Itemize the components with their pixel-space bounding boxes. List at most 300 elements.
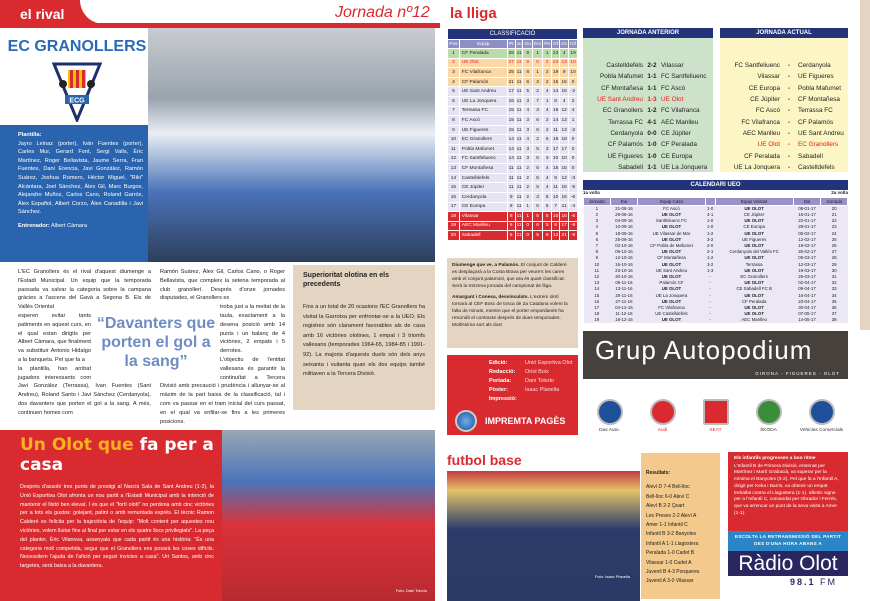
- standings-cell: 11: [515, 68, 523, 78]
- match-team: FC Vilafranca: [661, 107, 700, 115]
- standings-cell: 11: [552, 125, 560, 135]
- calendar-row: [584, 317, 848, 323]
- result-item: Aleví D 7-4 Bell-lloc: [646, 484, 690, 491]
- calendar-cell: 07-05-17: [793, 311, 821, 317]
- result-item: Infantil A 1-1 Llagostera: [646, 540, 699, 547]
- standings-cell: 3: [523, 116, 532, 126]
- standings-row: [448, 96, 578, 106]
- home-title-b: fa per a casa: [20, 435, 214, 475]
- standings-cell: 0: [523, 221, 532, 231]
- standings-cell: Cerdanyola: [459, 192, 507, 202]
- match-team: CF Peralada: [661, 141, 697, 149]
- calendar-cell: 30: [821, 268, 848, 274]
- calendar-cell: 12-02-17: [793, 237, 821, 243]
- brand-logo: [744, 399, 794, 447]
- standings-cell: CE Júpiter: [459, 183, 507, 193]
- standings-cell: 15: [507, 125, 515, 135]
- calendar-cell: 14: [584, 286, 611, 292]
- calendar-cell: 23-04-17: [793, 299, 821, 305]
- calendar-cell: UE Vilassar de Mar: [638, 231, 705, 237]
- match-team: Pobla Mafumet: [798, 84, 841, 92]
- calendar-cell: 8: [584, 249, 611, 255]
- match-row: [583, 162, 713, 173]
- standings-cell: 11: [515, 192, 523, 202]
- standings-cell: UE Figueres: [459, 125, 507, 135]
- standings-cell: 2: [532, 135, 542, 145]
- calendar-cell: 02-04-17: [793, 280, 821, 286]
- standings-cell: CF Palamós: [459, 77, 507, 87]
- standings-cell: 11: [515, 77, 523, 87]
- calendar: [583, 180, 848, 323]
- credit-row: [489, 368, 578, 377]
- standings-cell: 6: [532, 125, 542, 135]
- calendar-cell: -: [705, 274, 715, 280]
- match-score: 1-0: [647, 141, 657, 149]
- calendar-cell: 5: [584, 231, 611, 237]
- standings-cell: 11: [515, 173, 523, 183]
- calendar-cell: Terrassa: [715, 262, 793, 268]
- standings-cell: 6: [448, 96, 460, 106]
- calendar-cell: 1-0: [706, 218, 714, 224]
- standings-header: Pt: [508, 41, 514, 47]
- standings-cell: 7: [552, 202, 560, 212]
- match-team: EC Granollers: [798, 141, 839, 149]
- match-score: 1-0: [647, 152, 657, 160]
- standings-cell: 11: [515, 106, 523, 116]
- standings-cell: 11: [515, 87, 523, 97]
- calendar-header: Jornada: [821, 198, 848, 206]
- credit-label: Pòster:: [489, 387, 508, 393]
- calendar-cell: 3-2: [706, 261, 714, 267]
- match-row: [720, 150, 848, 161]
- calendar-header: [705, 198, 715, 206]
- article-col2b: troba just a la meitat de la taula, exactament a la desena posició amb 14 punts i un balanç de 4 victòries, 2 empats i 5 derrotes.: [220, 304, 285, 355]
- match-score: -: [787, 129, 791, 137]
- brand-logo: [585, 399, 635, 447]
- standings-cell: Sabadell: [459, 231, 507, 241]
- match-row: [583, 60, 713, 71]
- standings-header: Gf: [553, 41, 559, 47]
- standings-cell: 5: [532, 144, 542, 154]
- previous-round-box: [583, 28, 713, 172]
- match-team: CF Montañesa: [798, 96, 840, 104]
- standings-cell: AEC Manlleu: [459, 221, 507, 231]
- standings-cell: Terrassa FC: [459, 106, 507, 116]
- standings-cell: 15: [560, 77, 569, 87]
- standings-cell: FC Ascó: [459, 116, 507, 126]
- standings-cell: 11: [552, 183, 560, 193]
- standings-cell: 4: [523, 106, 532, 116]
- previous-round-title: JORNADA ANTERIOR: [583, 28, 713, 38]
- standings-cell: 4: [543, 183, 552, 193]
- match-score: -: [787, 118, 791, 126]
- match-team: Sabadell: [798, 152, 823, 160]
- calendar-cell: 1-2: [706, 255, 714, 261]
- match-row: [720, 71, 848, 82]
- standings-cell: 10: [448, 135, 460, 145]
- credit-row: [489, 377, 578, 386]
- match-team: UE Olot: [757, 141, 780, 149]
- calendar-cell: 23-10-16: [610, 268, 638, 274]
- credit-value: Dani Toledo: [525, 378, 554, 384]
- calendar-cell: 18-12-16: [610, 317, 638, 323]
- standings-cell: 3: [532, 192, 542, 202]
- calendar-cell: -: [705, 286, 715, 292]
- calendar-cell: 1: [584, 206, 611, 213]
- calendar-cell: 26-03-17: [793, 274, 821, 280]
- calendar-cell: UE OLOT: [715, 311, 793, 317]
- calendar-header: Equip Visitant: [715, 198, 793, 206]
- standings-cell: 11: [515, 154, 523, 164]
- calendar-cell: 25: [821, 237, 848, 243]
- calendar-cell: 1-3: [706, 267, 714, 273]
- calendar-cell: Palamós CF: [638, 280, 705, 286]
- standings-cell: 23: [552, 58, 560, 68]
- standings-row: [448, 116, 578, 126]
- photo-credit: Foto: Dani Toledo: [395, 588, 427, 593]
- calendar-cell: 23: [821, 224, 848, 230]
- calendar-cell: UE OLOT: [715, 292, 793, 298]
- standings-cell: 12: [552, 231, 560, 241]
- calendar-header: Jornada: [584, 198, 611, 206]
- standings-cell: 0: [532, 58, 542, 68]
- standings-row: [448, 77, 578, 87]
- match-team: Sabadell: [618, 163, 643, 171]
- jornada-label: Jornada nº12: [335, 4, 430, 21]
- calendar-cell: UE Castelldefels: [638, 311, 705, 317]
- standings-cell: 13: [560, 125, 569, 135]
- standings-cell: 2: [532, 87, 542, 97]
- standings-cell: 19: [569, 49, 578, 59]
- calendar-cell: 37: [821, 311, 848, 317]
- calendar-cell: 2: [584, 212, 611, 218]
- standings-cell: 14: [507, 154, 515, 164]
- standings-cell: 12: [560, 106, 569, 116]
- calendar-cell: UE OLOT: [715, 280, 793, 286]
- standings-cell: 5: [532, 202, 542, 212]
- standings-cell: 5: [543, 221, 552, 231]
- calendar-cell: 10: [584, 262, 611, 268]
- calendar-cell: 19: [584, 317, 611, 323]
- calendar-cell: UE OLOT: [638, 262, 705, 268]
- standings-cell: 5: [532, 164, 542, 174]
- calendar-cell: -: [705, 311, 715, 317]
- match-team: Vilassar: [661, 62, 684, 70]
- standings-cell: UE Sant Andreu: [459, 87, 507, 97]
- sponsor-name: Grup Autopodium: [595, 335, 813, 365]
- calendar-cell: 06-11-16: [610, 280, 638, 286]
- standings-cell: 14: [507, 144, 515, 154]
- article-col1c: la plantilla, han arribat jugadors interessants com Javi González (Terrassa), Ivan Fuentes (Sant Andreu), Roland Santo i Javi Sánchez (Cerdanyola), dos davanters que porten el gol a la sang. A més, continuen homes com: [18, 365, 151, 416]
- brand-3-icon: [756, 399, 782, 425]
- calendar-cell: 12-03-17: [793, 262, 821, 268]
- article-col2a: Ramón Suárez, Àlex Gil, Carlos Cano, o Roger Bellavista, que compleix la setena temporada al club granollerí. Després d'onze jornades disputades, el Granollers es: [160, 269, 285, 302]
- calendar-cell: 22-01-17: [793, 218, 821, 224]
- standings-cell: 1: [523, 202, 532, 212]
- match-score: 1-1: [647, 163, 657, 171]
- standings-cell: 19: [448, 221, 460, 231]
- calendar-cell: 09-10-16: [610, 249, 638, 255]
- home-article-box: [0, 430, 222, 601]
- calendar-cell: -: [705, 299, 715, 305]
- result-item: Juvenil B 4-3 Porqueres: [646, 569, 700, 576]
- calendar-cell: CF Pobla de Mafumet: [638, 243, 705, 249]
- brand-name: Vehicles Comercials: [799, 428, 844, 433]
- radio-name: Ràdio Olot: [728, 551, 848, 576]
- credit-value: Oriol Boix: [525, 369, 549, 375]
- standings-cell: 1: [569, 116, 578, 126]
- home-article-text: Després d'assolir tres punts de prestigi al Narcís Sala de Sant Andreu (1-3), la Unió Esportiva Olot afronta un nou partit a l'Estadi Municipal amb la intenció de mantenir el llistó ben elevat. I és que el "fortí olotí" no perdona amb cinc victòries per a tots els gustos: golejant, patint o amb remuntada exprés. El tècnic Ramon Calderé es felicita per la trajectòria de l'equip: "Molt content per aquestes nou victòries, volem lluitar fins al final per estar en els quatre llocs privilegiats". La peça del planter, Èric Vilanova, assenyala que cada partit és una història: "És una categoria molt competida, segur que el Granollers ens posarà les coses difícils. Necessitem l'ajuda de l'afició per seguir invictes a casa". Uri Santos, amb cinc targetes, serà baixa a la davantera.: [20, 484, 214, 570]
- credit-row: [489, 386, 578, 395]
- standings-cell: 3: [543, 154, 552, 164]
- calendar-cell: UE OLOT: [715, 268, 793, 274]
- standings-cell: 14: [448, 173, 460, 183]
- calendar-cell: 7: [584, 243, 611, 249]
- match-row: [720, 139, 848, 150]
- standings-cell: 3: [523, 154, 532, 164]
- match-score: -: [787, 84, 791, 92]
- standings-cell: 20: [448, 231, 460, 241]
- standings-cell: 6: [543, 231, 552, 241]
- standings-header: Dif: [570, 41, 577, 47]
- match-team: UE Sant Andreu: [798, 129, 844, 137]
- standings-cell: 7: [448, 106, 460, 116]
- current-round-title: JORNADA ACTUAL: [720, 28, 848, 38]
- calendar-cell: 21: [821, 212, 848, 218]
- calendar-cell: UE La Jonquera: [638, 292, 705, 298]
- standings-cell: 14: [507, 135, 515, 145]
- calendar-header: Equip Casa: [638, 198, 705, 206]
- calendar-cell: CF Peralada: [715, 299, 793, 305]
- calendar-cell: 32: [821, 280, 848, 286]
- sponsor-banner[interactable]: [583, 331, 848, 379]
- standings-cell: 4: [569, 106, 578, 116]
- standings-cell: 2: [523, 164, 532, 174]
- brand-4-icon: [809, 399, 835, 425]
- standings-cell: 1: [543, 96, 552, 106]
- match-team: AEC Manlleu: [661, 118, 699, 126]
- standings-cell: 10: [569, 58, 578, 68]
- result-item: Peralada 1-0 Cadet B: [646, 550, 695, 557]
- standings-cell: 3: [543, 144, 552, 154]
- radio-unit: FM: [820, 577, 838, 587]
- standings-cell: 11: [515, 231, 523, 241]
- notes-box: [447, 258, 578, 348]
- match-score: 0-0: [647, 129, 657, 137]
- standings-cell: 5: [532, 231, 542, 241]
- standings-cell: -4: [569, 202, 578, 212]
- standings-cell: 1: [532, 49, 542, 59]
- standings-cell: 5: [532, 173, 542, 183]
- standings-cell: 15: [507, 106, 515, 116]
- calendar-cell: 6: [584, 237, 611, 243]
- calendar-cell: UE OLOT: [715, 255, 793, 261]
- standings-cell: 11: [515, 116, 523, 126]
- brand-logos: [583, 399, 848, 447]
- standings-cell: 28: [507, 49, 515, 59]
- standings-cell: 9: [552, 173, 560, 183]
- credits-box: [447, 355, 578, 435]
- standings-cell: 21: [560, 231, 569, 241]
- standings-cell: 21: [507, 77, 515, 87]
- match-team: CE Europa: [748, 84, 780, 92]
- note-title: Diumenge que ve, a Palamós.: [452, 263, 520, 268]
- standings-cell: 1: [448, 49, 460, 59]
- match-team: CF Palamós: [798, 118, 834, 126]
- standings-header: Em: [534, 41, 542, 47]
- standings-cell: 15: [552, 77, 560, 87]
- match-score: 1-3: [647, 96, 657, 104]
- standings-cell: 4: [543, 87, 552, 97]
- match-row: [583, 116, 713, 127]
- standings-cell: 17: [560, 144, 569, 154]
- standings-cell: Vilassar: [459, 212, 507, 222]
- rival-article: [18, 268, 285, 428]
- standings-row: [448, 125, 578, 135]
- calendar-cell: 25-09-16: [610, 237, 638, 243]
- page-edge: [860, 0, 870, 330]
- match-score: -: [787, 163, 791, 171]
- standings-row: [448, 164, 578, 174]
- match-row: [720, 116, 848, 127]
- standings-cell: 6: [507, 221, 515, 231]
- standings-cell: 11: [507, 164, 515, 174]
- calendar-cell: UE OLOT: [638, 317, 705, 323]
- standings-cell: FC Vilafranca: [459, 68, 507, 78]
- standings-cell: 8: [448, 116, 460, 126]
- standings-cell: 5: [523, 87, 532, 97]
- printer-logo-icon: [455, 410, 477, 432]
- standings-cell: 8: [523, 68, 532, 78]
- credit-label: Impressió:: [489, 396, 517, 402]
- standings-cell: 14: [552, 116, 560, 126]
- standings-cell: CE Europa: [459, 202, 507, 212]
- standings-cell: 10: [569, 68, 578, 78]
- match-team: Cerdanyola: [798, 62, 831, 70]
- calendar-cell: 13-11-16: [610, 286, 638, 292]
- club-crest-icon: [52, 62, 102, 122]
- standings-cell: 0: [569, 144, 578, 154]
- rival-title: EC GRANOLLERS: [7, 38, 147, 55]
- squad-box: [0, 125, 148, 262]
- standings-cell: 1: [523, 212, 532, 222]
- match-row: [583, 139, 713, 150]
- standings-cell: 7: [532, 96, 542, 106]
- match-team: UE Sant Andreu: [597, 96, 643, 104]
- standings-title: CLASSIFICACIÓ: [448, 29, 578, 40]
- calendar-cell: 33: [821, 286, 848, 292]
- calendar-cell: CE Europa: [715, 224, 793, 230]
- article-col1a: L'EC Granollers és el rival d'aquest diumenge a l'Estadi Municipal. Un equip que la temporada passada va salvar la categoria sobre la campana gràcies a l'ascens del Gavà a Segona B. Els de Vallès Oriental: [18, 269, 151, 311]
- calendar-header: Dia: [793, 198, 821, 206]
- standings-cell: 6: [523, 77, 532, 87]
- standings-cell: 2: [543, 58, 552, 68]
- standings-cell: 4: [560, 96, 569, 106]
- pull-quote: “Davanters que porten el gol a la sang”: [96, 315, 216, 370]
- printer-name: IMPREMTA PAGÈS: [485, 416, 566, 426]
- standings-cell: 16: [448, 192, 460, 202]
- standings-cell: CF Montañesa: [459, 164, 507, 174]
- standings-cell: 13: [448, 164, 460, 174]
- note-title: Amargant i Conesa, desvinculats.: [452, 295, 529, 300]
- coach-name: Albert Càmara: [50, 222, 88, 229]
- standings-cell: 2: [448, 58, 460, 68]
- calendar-cell: 04-09-16: [610, 218, 638, 224]
- standings-cell: 6: [532, 221, 542, 231]
- calendar-cell: 10-09-16: [610, 224, 638, 230]
- match-score: -: [787, 96, 791, 104]
- standings-header: Ju: [516, 41, 522, 47]
- standings-row: [448, 173, 578, 183]
- calendar-cell: 14-05-17: [793, 317, 821, 323]
- standings-cell: 13: [560, 116, 569, 126]
- standings-cell: 11: [515, 221, 523, 231]
- calendar-cell: 1-0: [706, 206, 714, 211]
- credit-label: Portada:: [489, 378, 512, 384]
- match-row: [720, 94, 848, 105]
- calendar-cell: Santfeliuenc FC: [638, 218, 705, 224]
- calendar-cell: -: [705, 292, 715, 298]
- calendar-cell: FC Ascó: [638, 206, 705, 213]
- calendar-cell: 3: [584, 218, 611, 224]
- standings-cell: 3: [532, 106, 542, 116]
- brand-logo: [638, 399, 688, 447]
- standings-row: [448, 144, 578, 154]
- calendar-cell: AEC Manlleu: [715, 317, 793, 323]
- calendar-cell: UE OLOT: [715, 231, 793, 237]
- standings-cell: 3: [448, 68, 460, 78]
- crest-text: ECG: [69, 97, 85, 105]
- match-team: Castelldefels: [606, 62, 643, 70]
- calendar-cell: 27-11-16: [610, 299, 638, 305]
- standings-cell: 18: [552, 135, 560, 145]
- match-team: UE Olot: [661, 96, 684, 104]
- match-team: CE Júpiter: [750, 96, 780, 104]
- standings-cell: 11: [515, 58, 523, 68]
- second-leg-label: 2a volta: [831, 190, 848, 195]
- calendar-cell: 30-04-17: [793, 305, 821, 311]
- team-photo: [148, 28, 435, 262]
- credit-label: Edició:: [489, 360, 508, 366]
- calendar-cell: UE OLOT: [715, 243, 793, 249]
- standings-cell: 14: [552, 87, 560, 97]
- standings-cell: 0: [569, 135, 578, 145]
- precedents-title: Superioritat olotina en els precedents: [303, 272, 389, 288]
- standings-cell: FC Santfeliuenc: [459, 154, 507, 164]
- calendar-cell: 09-04-17: [793, 286, 821, 292]
- standings-cell: 11: [515, 183, 523, 193]
- standings-cell: 5: [532, 212, 542, 222]
- sponsor-cities: GIRONA - FIGUERES - OLOT: [755, 371, 840, 376]
- result-item: Les Preses 2-2 Aleví A: [646, 512, 697, 519]
- calendar-cell: 04-12-16: [610, 305, 638, 311]
- match-row: [583, 71, 713, 82]
- calendar-cell: 17: [584, 305, 611, 311]
- brand-name: Audi: [657, 428, 668, 433]
- standings-cell: 16: [560, 192, 569, 202]
- standings-cell: 15: [507, 116, 515, 126]
- calendar-cell: 24: [821, 231, 848, 237]
- standings-cell: 18: [560, 135, 569, 145]
- standings-cell: 11: [507, 173, 515, 183]
- standings-row: [448, 58, 578, 68]
- calendar-cell: 11-12-16: [610, 311, 638, 317]
- calendar-cell: 18-09-16: [610, 231, 638, 237]
- match-row: [583, 94, 713, 105]
- calendar-cell: CF Montañesa: [638, 255, 705, 261]
- match-team: UE Figueres: [798, 73, 834, 81]
- standings-cell: 6: [543, 192, 552, 202]
